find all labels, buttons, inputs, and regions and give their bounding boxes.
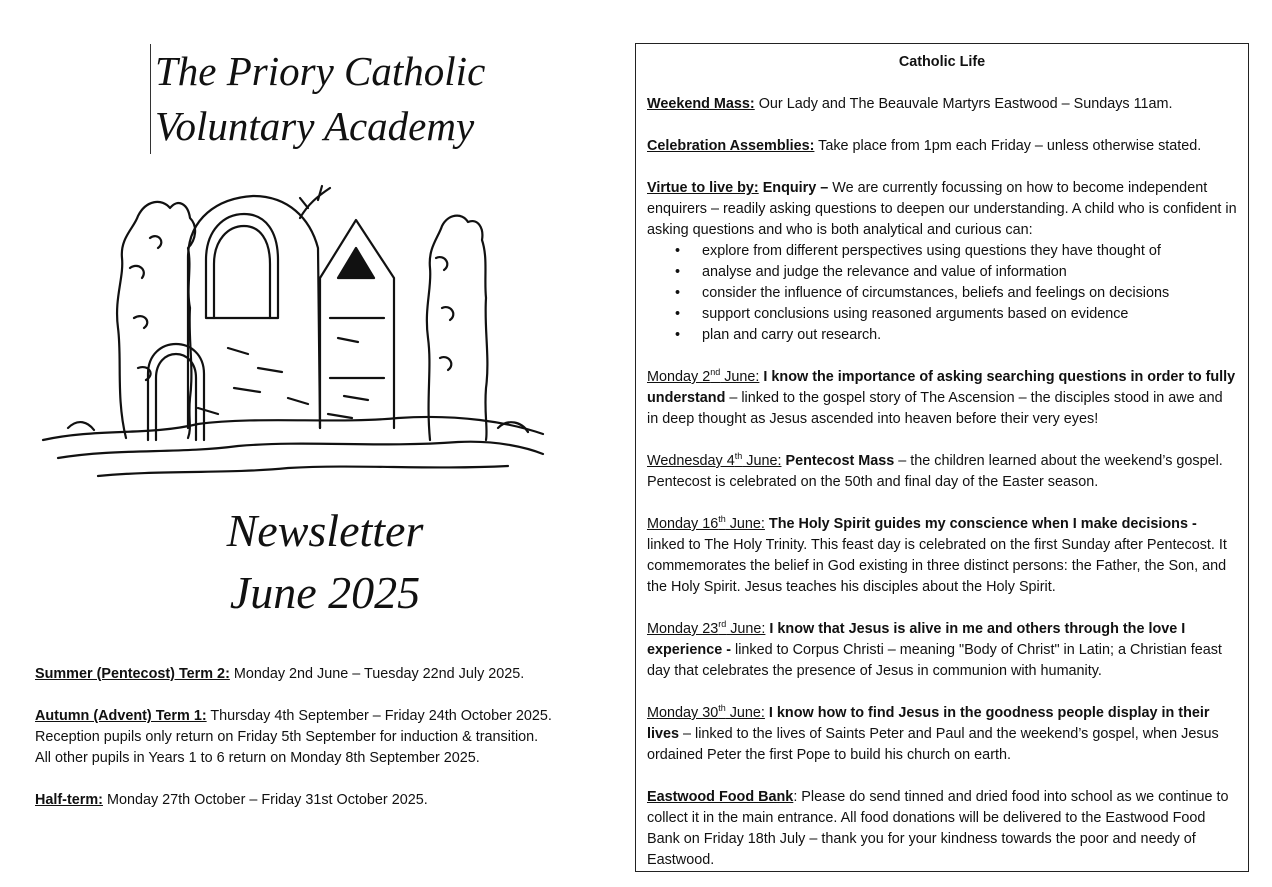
entry-bold: I know the importance of asking searching questions in order to fully understand <box>647 369 1236 406</box>
entry-day: Wednesday 4 <box>647 453 735 469</box>
entry-day-suffix: th <box>718 514 726 525</box>
entry-wednesday-4-june <box>647 451 1237 493</box>
entry-month: June: <box>725 705 765 721</box>
virtue <box>647 178 1237 241</box>
term-halfterm-label: Half-term: <box>35 792 103 808</box>
entry-monday-2-june <box>647 367 1237 430</box>
virtue-list <box>647 241 1237 346</box>
virtue-text: We are currently focussing on how to become independent enquirers – readily asking questions to deepen our understanding. A child who is confident in asking questions and who is both analytical and curious can: <box>647 180 1237 238</box>
entry-monday-16-june <box>647 514 1237 598</box>
entry-day: Monday 30 <box>647 705 719 721</box>
term-summer-text: Monday 2nd June – Tuesday 22nd July 2025. <box>229 666 525 682</box>
term-halfterm <box>35 790 605 811</box>
term-dates <box>35 664 605 832</box>
term-halfterm-text: Monday 27th October – Friday 31st October 2025. <box>102 792 428 808</box>
entry-text: linked to The Holy Trinity. This feast day is celebrated on the first Sunday after Pentecost. It commemorates the belief in God existing in three distinct persons: the Father, the Son, and the Holy Spirit. Jesus teaches his disciples about the Holy Spirit. <box>647 537 1227 595</box>
entry-day-suffix: th <box>718 703 726 714</box>
assemblies-text: Take place from 1pm each Friday – unless otherwise stated. <box>814 138 1202 154</box>
term-autumn <box>35 706 605 769</box>
priory-ruin-illustration <box>38 178 550 498</box>
entry-bold: I know that Jesus is alive in me and others through the love I experience - <box>647 621 1186 658</box>
list-item: • explore from different perspectives using questions they have thought of <box>647 241 1237 262</box>
assemblies-label: Celebration Assemblies: <box>647 138 815 154</box>
newsletter-title <box>0 500 650 624</box>
entry-monday-30-june <box>647 703 1237 766</box>
entry-bold: Pentecost Mass <box>785 453 895 469</box>
entry-month: June: <box>720 369 760 385</box>
virtue-label: Virtue to live by: <box>647 180 759 196</box>
weekend-mass-label: Weekend Mass: <box>647 96 755 112</box>
school-name-line2: Voluntary Academy <box>155 103 475 149</box>
entry-month: June: <box>742 453 782 469</box>
food-bank <box>647 787 1237 871</box>
newsletter-title-line2: June 2025 <box>229 567 421 618</box>
entry-day-suffix: nd <box>710 367 721 378</box>
entry-bold: The Holy Spirit guides my conscience when I make decisions - <box>768 516 1197 532</box>
term-autumn-text: Thursday 4th September – Friday 24th October 2025. <box>206 708 552 724</box>
virtue-bold: Enquiry – <box>762 180 829 196</box>
entry-day: Monday 2 <box>647 369 711 385</box>
entry-text: linked to Corpus Christi – meaning "Body of Christ" in Latin; a Christian feast day that celebrates the presence of Jesus in communion with humanity. <box>647 642 1222 679</box>
list-item: • analyse and judge the relevance and value of information <box>647 262 1237 283</box>
weekend-mass <box>647 94 1237 115</box>
entry-monday-23-june <box>647 619 1237 682</box>
entry-day-suffix: rd <box>718 619 727 630</box>
entry-day: Monday 16 <box>647 516 719 532</box>
term-summer <box>35 664 605 685</box>
term-autumn-label: Autumn (Advent) Term 1: <box>35 708 207 724</box>
entry-month: June: <box>725 516 765 532</box>
entry-text: – the children learned about the weekend’s gospel. Pentecost is celebrated on the 50th and final day of the Easter season. <box>647 453 1223 490</box>
entry-day-suffix: th <box>734 451 743 462</box>
catholic-life-panel <box>635 43 1249 872</box>
catholic-life-heading: Catholic Life <box>898 54 986 70</box>
entry-text: – linked to the gospel story of The Ascension – the disciples stood in awe and in deep thought as Jesus ascended into heaven before their very eyes! <box>647 390 1223 427</box>
list-item: • support conclusions using reasoned arguments based on evidence <box>647 304 1237 325</box>
celebration-assemblies <box>647 136 1237 157</box>
list-item: • consider the influence of circumstances, beliefs and feelings on decisions <box>647 283 1237 304</box>
food-bank-text: : Please do send tinned and dried food into school as we continue to collect it in the main entrance. All food donations will be delivered to the Eastwood Food Bank on Friday 18th July – thank you for your kindness towards the poor and needy of Eastwood. <box>647 789 1229 868</box>
entry-month: June: <box>726 621 766 637</box>
food-bank-label: Eastwood Food Bank <box>647 789 794 805</box>
term-summer-label: Summer (Pentecost) Term 2: <box>35 666 230 682</box>
list-item: • plan and carry out research. <box>647 325 1237 346</box>
term-autumn-note1: Reception pupils only return on Friday 5th September for induction & transition. <box>35 729 539 745</box>
school-name-line1: The Priory Catholic <box>155 48 486 94</box>
weekend-mass-text: Our Lady and The Beauvale Martyrs Eastwood – Sundays 11am. <box>754 96 1173 112</box>
entry-text: – linked to the lives of Saints Peter and Paul and the weekend’s gospel, when Jesus ordained Peter the first Pope to build his church on earth. <box>647 726 1219 763</box>
school-name <box>150 44 535 154</box>
cover-column <box>0 0 620 887</box>
newsletter-title-line1: Newsletter <box>226 505 424 556</box>
entry-bold: I know how to find Jesus in the goodness people display in their lives <box>647 705 1210 742</box>
term-autumn-note2: All other pupils in Years 1 to 6 return on Monday 8th September 2025. <box>35 750 480 766</box>
entry-day: Monday 23 <box>647 621 719 637</box>
